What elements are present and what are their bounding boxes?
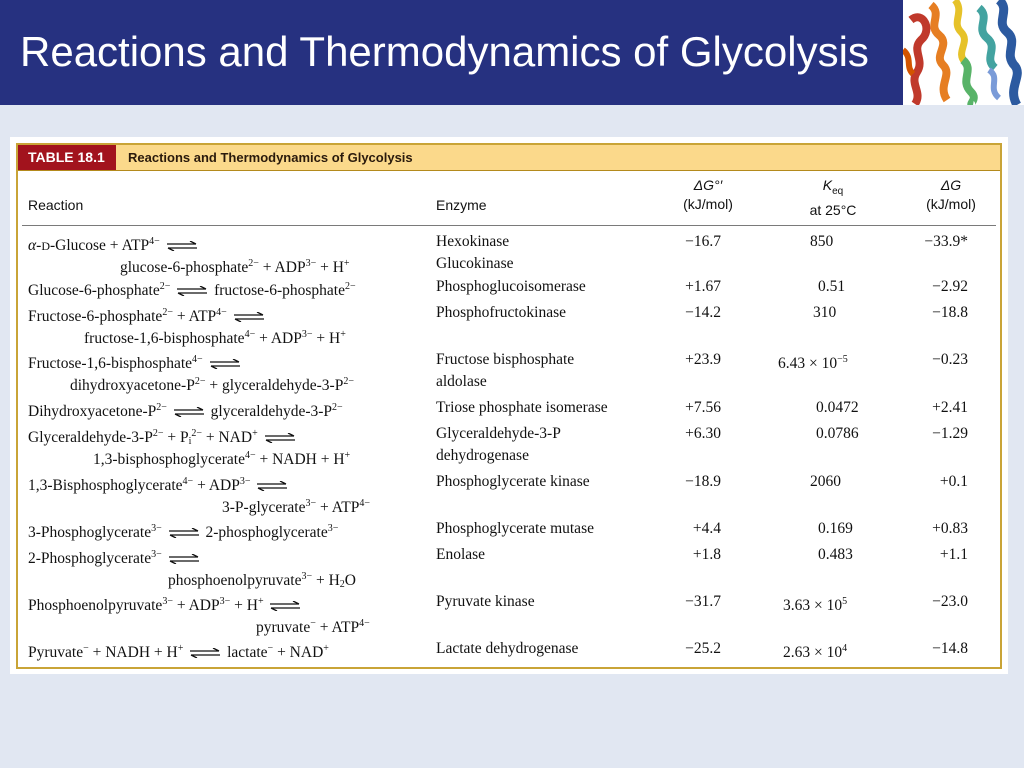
reaction-3-line-1 bbox=[28, 303, 267, 327]
keq-exponent: −5 bbox=[837, 354, 848, 365]
delta-g-2: −2.92 bbox=[932, 278, 968, 295]
charge-superscript: 3− bbox=[239, 476, 251, 487]
reaction-text: 3-Phosphoglycerate bbox=[28, 524, 152, 541]
reaction-text: + NAD bbox=[273, 644, 324, 661]
header-enzyme: Enzyme bbox=[436, 197, 487, 213]
keq-exponent: 4 bbox=[842, 643, 848, 654]
charge-superscript: 3− bbox=[151, 549, 162, 560]
delta-g-standard-2: +1.67 bbox=[685, 278, 721, 295]
header-delta-g-unit: (kJ/mol) bbox=[926, 196, 976, 212]
reaction-8-line-1 bbox=[28, 519, 338, 543]
charge-superscript: − bbox=[267, 643, 274, 654]
reaction-text: + ATP bbox=[315, 619, 360, 636]
charge-superscript: 2− bbox=[162, 307, 173, 318]
keq-3: 310 bbox=[813, 304, 837, 321]
header-keq-symbol: K bbox=[822, 177, 833, 193]
reaction-text: + H bbox=[316, 259, 344, 276]
reaction-text: fructose-6-phosphate bbox=[214, 282, 345, 299]
delta-g-standard-9: +1.8 bbox=[692, 546, 721, 563]
charge-superscript: 2− bbox=[248, 258, 259, 269]
charge-superscript: 3− bbox=[301, 571, 313, 582]
enzyme-1-alt: Glucokinase bbox=[436, 255, 514, 272]
reaction-text: + ADP bbox=[258, 259, 306, 276]
reaction-2-line-1 bbox=[28, 277, 356, 301]
reaction-text: phosphoenolpyruvate bbox=[168, 572, 302, 589]
charge-superscript: − bbox=[310, 618, 316, 629]
charge-superscript: 4− bbox=[216, 307, 227, 318]
header-delta-g-symbol: ΔG bbox=[940, 177, 962, 193]
charge-superscript: 3− bbox=[327, 523, 339, 534]
charge-superscript: + bbox=[252, 428, 258, 439]
delta-g-standard-4: +23.9 bbox=[685, 351, 721, 368]
enzyme-6-line-2: dehydrogenase bbox=[436, 447, 529, 464]
delta-g-standard-11: −25.2 bbox=[685, 640, 721, 657]
slide-title: Reactions and Thermodynamics of Glycolysis bbox=[20, 28, 869, 75]
reaction-7-line-1 bbox=[28, 472, 290, 496]
charge-superscript: 2− bbox=[156, 402, 167, 413]
reaction-text: + H bbox=[312, 330, 341, 347]
reaction-text: + ADP bbox=[193, 477, 240, 494]
reaction-text: 3-P-glycerate bbox=[222, 499, 306, 516]
charge-superscript: 4− bbox=[359, 618, 370, 629]
reaction-text: 2-Phosphoglycerate bbox=[28, 550, 152, 567]
charge-superscript: 3− bbox=[301, 329, 313, 340]
equilibrium-arrow-icon bbox=[189, 648, 221, 658]
subscript: i bbox=[188, 436, 192, 447]
enzyme-5: Triose phosphate isomerase bbox=[436, 399, 608, 416]
reaction-text: 2-phosphoglycerate bbox=[205, 524, 328, 541]
reaction-1-line-1 bbox=[28, 232, 200, 256]
charge-superscript: 2− bbox=[159, 281, 171, 292]
slide-header bbox=[0, 0, 1024, 105]
charge-superscript: + bbox=[177, 643, 184, 654]
reaction-text: O bbox=[344, 572, 356, 589]
reaction-text: Glyceraldehyde-3-P bbox=[28, 429, 153, 446]
delta-g-1: −33.9* bbox=[924, 233, 968, 250]
charge-superscript: 2− bbox=[152, 428, 164, 439]
header-delta-g-standard-symbol: ΔG°′ bbox=[693, 177, 723, 193]
equilibrium-arrow-icon bbox=[166, 241, 198, 251]
keq-10 bbox=[783, 592, 847, 616]
charge-superscript: + bbox=[343, 258, 350, 269]
delta-g-standard-10: −31.7 bbox=[685, 593, 721, 610]
charge-superscript: 2− bbox=[194, 376, 206, 387]
header-keq-subscript: eq bbox=[832, 185, 844, 197]
reaction-text: + NADH + H bbox=[255, 451, 345, 468]
reaction-text: + ADP bbox=[172, 597, 220, 614]
table-number-tag: TABLE 18.1 bbox=[18, 145, 116, 170]
reaction-5-line-1 bbox=[28, 398, 343, 422]
header-delta-g-standard bbox=[663, 176, 753, 214]
charge-superscript: 3− bbox=[151, 523, 162, 534]
delta-g-3: −18.8 bbox=[932, 304, 968, 321]
delta-g-standard-3: −14.2 bbox=[685, 304, 721, 321]
enzyme-6: Glyceraldehyde-3-P bbox=[436, 425, 561, 442]
keq-mantissa: 6.43 × 10 bbox=[778, 355, 838, 372]
enzyme-4-line-2: aldolase bbox=[436, 373, 487, 390]
charge-superscript: 4− bbox=[244, 329, 256, 340]
reaction-text: glucose-6-phosphate bbox=[120, 259, 249, 276]
reaction-text: D bbox=[41, 239, 50, 253]
charge-superscript: 4− bbox=[182, 476, 194, 487]
reaction-10-line-2 bbox=[256, 614, 370, 638]
charge-superscript: + bbox=[323, 643, 329, 654]
charge-superscript: 2− bbox=[332, 402, 343, 413]
equilibrium-arrow-icon bbox=[173, 407, 205, 417]
keq-6: 0.0786 bbox=[816, 425, 859, 442]
reaction-9-line-1 bbox=[28, 545, 202, 569]
equilibrium-arrow-icon bbox=[233, 312, 265, 322]
keq-1: 850 bbox=[810, 233, 834, 250]
protein-ribbon-image bbox=[903, 0, 1024, 105]
equilibrium-arrow-icon bbox=[168, 554, 200, 564]
reaction-text: Fructose-1,6-bisphosphate bbox=[28, 355, 193, 372]
keq-11 bbox=[783, 639, 847, 663]
table-caption: Reactions and Thermodynamics of Glycolysis bbox=[128, 150, 413, 165]
keq-4 bbox=[778, 350, 848, 374]
charge-superscript: + bbox=[257, 596, 264, 607]
enzyme-8: Phosphoglycerate mutase bbox=[436, 520, 594, 537]
charge-superscript: 3− bbox=[162, 596, 173, 607]
delta-g-standard-6: +6.30 bbox=[685, 425, 721, 442]
keq-7: 2060 bbox=[810, 473, 841, 490]
reaction-9-line-2 bbox=[168, 567, 356, 595]
charge-superscript: 4− bbox=[244, 450, 256, 461]
header-rule bbox=[22, 225, 996, 226]
enzyme-9: Enolase bbox=[436, 546, 486, 563]
keq-2: 0.51 bbox=[818, 278, 846, 295]
reaction-text: + ATP bbox=[316, 499, 360, 516]
charge-superscript: 3− bbox=[305, 258, 317, 269]
keq-exponent: 5 bbox=[842, 596, 848, 607]
keq-mantissa: 3.63 × 10 bbox=[783, 597, 843, 614]
reaction-text: Phosphoenolpyruvate bbox=[28, 597, 163, 614]
equilibrium-arrow-icon bbox=[168, 528, 200, 538]
header-reaction: Reaction bbox=[28, 197, 84, 213]
charge-superscript: 3− bbox=[305, 498, 317, 509]
reaction-text: + NADH + H bbox=[88, 644, 178, 661]
reaction-7-line-2 bbox=[222, 494, 370, 518]
reaction-11-line-1 bbox=[28, 639, 329, 663]
header-delta-g bbox=[911, 176, 991, 214]
delta-g-8: +0.83 bbox=[932, 520, 968, 537]
reaction-text: lactate bbox=[227, 644, 268, 661]
delta-g-10: −23.0 bbox=[932, 593, 968, 610]
charge-superscript: 4− bbox=[149, 236, 160, 247]
enzyme-4: Fructose bisphosphate bbox=[436, 351, 575, 368]
enzyme-10: Pyruvate kinase bbox=[436, 593, 535, 610]
delta-g-4: −0.23 bbox=[932, 351, 968, 368]
reaction-10-line-1 bbox=[28, 592, 303, 616]
reaction-text: fructose-1,6-bisphosphate bbox=[84, 330, 245, 347]
reaction-text: -Glucose + ATP bbox=[49, 237, 150, 254]
reaction-text: Fructose-6-phosphate bbox=[28, 308, 163, 325]
enzyme-2: Phosphoglucoisomerase bbox=[436, 278, 586, 295]
keq-5: 0.0472 bbox=[816, 399, 859, 416]
enzyme-7: Phosphoglycerate kinase bbox=[436, 473, 590, 490]
charge-superscript: + bbox=[340, 329, 346, 340]
keq-8: 0.169 bbox=[818, 520, 853, 537]
charge-superscript: 3− bbox=[219, 596, 231, 607]
delta-g-standard-7: −18.9 bbox=[685, 473, 721, 490]
reaction-text: 1,3-Bisphosphoglycerate bbox=[28, 477, 183, 494]
subscript: 2 bbox=[339, 579, 345, 590]
delta-g-11: −14.8 bbox=[932, 640, 968, 657]
keq-mantissa: 2.63 × 10 bbox=[783, 644, 843, 661]
delta-g-9: +1.1 bbox=[939, 546, 968, 563]
delta-g-standard-5: +7.56 bbox=[685, 399, 721, 416]
reaction-text: dihydroxyacetone-P bbox=[70, 377, 195, 394]
charge-superscript: + bbox=[344, 450, 351, 461]
reaction-text: + NAD bbox=[202, 429, 253, 446]
reaction-text: 1,3-bisphosphoglycerate bbox=[93, 451, 245, 468]
enzyme-11: Lactate dehydrogenase bbox=[436, 640, 579, 657]
reaction-text: + ADP bbox=[255, 330, 302, 347]
delta-g-standard-8: +4.4 bbox=[692, 520, 721, 537]
reaction-6-line-2 bbox=[93, 446, 350, 470]
keq-9: 0.483 bbox=[818, 546, 853, 563]
table-title-bar bbox=[18, 145, 1000, 171]
reaction-text: Glucose-6-phosphate bbox=[28, 282, 160, 299]
reaction-text: + H bbox=[230, 597, 258, 614]
reaction-3-line-2 bbox=[84, 325, 346, 349]
header-keq bbox=[778, 176, 888, 220]
charge-superscript: 2− bbox=[191, 428, 202, 439]
reaction-text: + H bbox=[312, 572, 340, 589]
enzyme-3: Phosphofructokinase bbox=[436, 304, 567, 321]
delta-g-6: −1.29 bbox=[932, 425, 968, 442]
equilibrium-arrow-icon bbox=[176, 286, 208, 296]
charge-superscript: 2− bbox=[343, 376, 354, 387]
charge-superscript: 2− bbox=[344, 281, 356, 292]
reaction-text: pyruvate bbox=[256, 619, 311, 636]
table-panel bbox=[10, 137, 1008, 674]
delta-g-standard-1: −16.7 bbox=[685, 233, 721, 250]
reaction-text: glyceraldehyde-3-P bbox=[210, 403, 333, 420]
reaction-text: + P bbox=[163, 429, 189, 446]
table-frame bbox=[16, 143, 1002, 669]
enzyme-1: Hexokinase bbox=[436, 233, 510, 250]
reaction-4-line-1 bbox=[28, 350, 243, 374]
charge-superscript: 4− bbox=[192, 354, 203, 365]
reaction-text: + glyceraldehyde-3-P bbox=[205, 377, 344, 394]
header-delta-g-standard-unit: (kJ/mol) bbox=[683, 196, 733, 212]
reaction-text: Pyruvate bbox=[28, 644, 84, 661]
reaction-text: + ATP bbox=[172, 308, 217, 325]
reaction-1-line-2 bbox=[120, 254, 350, 278]
reaction-text: α- bbox=[28, 237, 42, 254]
equilibrium-arrow-icon bbox=[269, 601, 301, 611]
delta-g-5: +2.41 bbox=[932, 399, 968, 416]
charge-superscript: 4− bbox=[359, 498, 370, 509]
charge-superscript: − bbox=[83, 643, 89, 654]
reaction-4-line-2 bbox=[70, 372, 354, 396]
header-keq-unit: at 25°C bbox=[809, 201, 857, 218]
equilibrium-arrow-icon bbox=[264, 433, 296, 443]
equilibrium-arrow-icon bbox=[209, 359, 241, 369]
delta-g-7: +0.1 bbox=[939, 473, 968, 490]
reaction-text: Dihydroxyacetone-P bbox=[28, 403, 157, 420]
equilibrium-arrow-icon bbox=[256, 481, 288, 491]
